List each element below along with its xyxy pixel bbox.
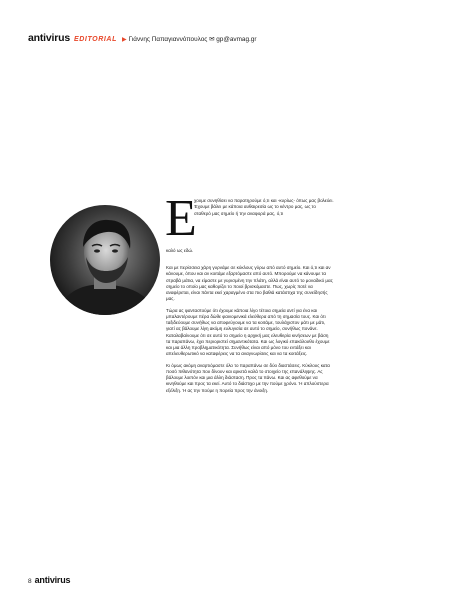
footer-brand-logo: antivirus	[34, 575, 71, 585]
author-portrait-icon	[50, 205, 160, 315]
page-footer	[28, 575, 70, 585]
lead-paragraph: χουμε συνηθίσει να παρατηρούμε ό,τι και -κυρίως- όπως μας βολεύει. Έχουμε βάλει με κάποια αυθαιρεσία ως το κέντρο μας, ως το σταθερό μας σημείο ή την αναφορά μας, ό,τι	[194, 198, 334, 216]
article-body	[166, 265, 334, 399]
article-lead	[194, 198, 334, 217]
page-number: 8	[28, 578, 32, 585]
section-label: EDITORIAL	[73, 36, 117, 43]
drop-cap-letter: Ε	[165, 190, 197, 247]
arrow-right-icon: ▶	[121, 37, 127, 43]
body-paragraph: Κι όμως ακόμη αναρτιόμαστε όλο το παραπάνω σε δύο διαστάσεις. Κύκλους κατα ποσό πιθανότητα που δίνουν και αρκετά καλά το στοιχείο της επανάληψης. Ας βάλουμε λοιπόν και μια άλλη διάσταση. Προς τα πάνω. Και ας αφεθούμε να κινηθούμε και προς τα εκεί. Αυτό το διάστιχο με την πούμε χρόνο. Ή απλούστερα εξέλιξη. Ή ας την πούμε η πορεία προς την άνοιξη.	[166, 362, 330, 393]
author-byline: Γιάννης Παπαγιαννόπουλος ✉ gp@avmag.gr	[128, 36, 257, 43]
brand-logo: antivirus	[28, 32, 70, 44]
author-portrait-photo	[50, 205, 160, 315]
page-header	[28, 32, 256, 44]
body-paragraph: Τώρα ας φανταστούμε ότι έχουμε κάποια λίγο τέτοια σημεία αντί για ένα και μπαλαντέρουμε πέρα δώθε φαινομενικά ελεύθερα από τη σημασία τους. Και ότι ταξιδεύουμε συνήθως να αποφεύγουμε να τα κοιτάμε, τουλάχιστον μάτι με μάτι, γιατί ας βάλουμε λίγη ακόμη ευλυγισία σε αυτό το σημείο, συνήθως πονάνε. Καταλαβαίνουμε ότι σε αυτό το σημείο η αρχική μας ελευθερία κινήσεων με βάση τα παραπάνω, έχει περιοριστεί σημαντικότατα. Και ως λογικό επακόλουθο έχουμε και μια άλλη προβληματικότητα. Συνήθως είναι από μόνο του εντάξει και απελευθερωτικό να καταφέρεις να τα αναγνωρίσεις και να τα κοιτάξεις.	[166, 307, 330, 357]
lead-paragraph-tail: καλό ως εδώ.	[166, 248, 194, 253]
body-paragraph: Και με περίσσεια χάρη γυρνάμε σε κύκλους γύρω από αυτό σημείο. Και ό,τι και αν κάνουμε, όπου και αν κοιτάμε εξαρτόμαστε από αυτό. Μπορούμε να κάνουμε τα στραβά μάτια, να είμαστε με γυρισμένη την πλάτη, αλλά είναι αυτό το μοναδικό μας σημείο το οποίο μας καθορίζει το ποιοί βρισκόμαστε. Πως, χωρίς ποτέ να αναφέρεται, είναι πάντα εκεί χαραγμένο στα πιο βαθιά κατάστιχα της συνείδησής μας.	[166, 265, 333, 302]
